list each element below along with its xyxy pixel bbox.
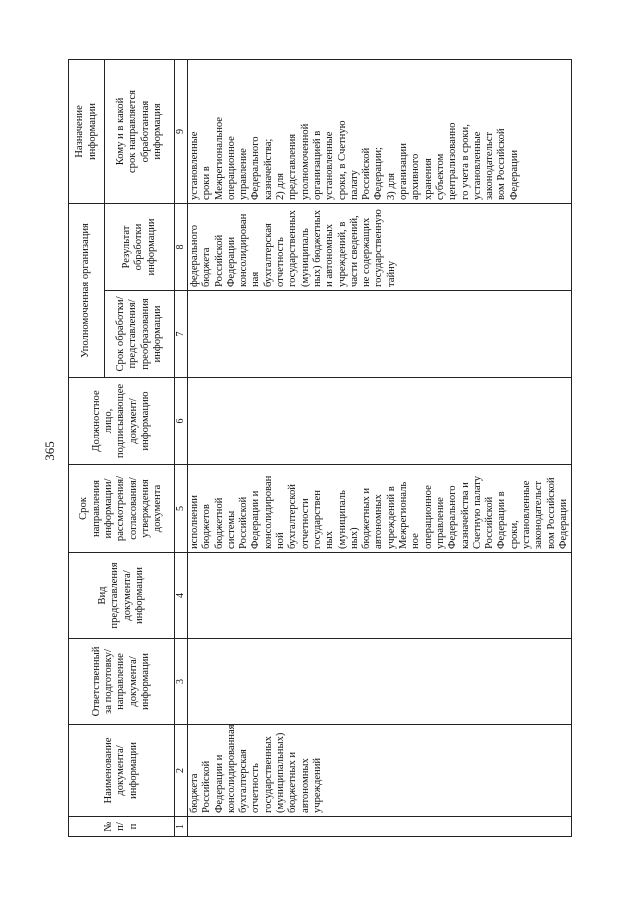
header-col-processing-deadline: Срок обработки/ представления/ преобразования информации	[105, 291, 175, 378]
column-number: 3	[175, 639, 188, 725]
header-col-signatory: Должностное лицо, подписывающее документ/ информацию	[69, 378, 175, 465]
header-col-responsible: Ответственный за подготовку/ направление документа/ информации	[69, 639, 175, 725]
header-col-document-name: Наименование документа/ информации	[69, 725, 175, 817]
header-col-processing-result: Результат обработки информации	[105, 204, 175, 291]
cell-recipient: установленные сроки в Межрегиональное операционное управление Федерального казначейства; 2) для представления уполномоченной организацией в установленные сроки, в Счетную палату Российской Федерации; 3) для организации архивного хранения субъектом централизованно го учета в сроки, установленные законодательст вом Российской Федерации	[188, 60, 572, 204]
header-group-authorized-organization: Уполномоченная организация	[69, 204, 105, 378]
column-number: 7	[175, 291, 188, 378]
header-col-presentation-type: Вид представления документа/ информации	[69, 553, 175, 639]
header-group-purpose: Назначение информации	[69, 60, 105, 204]
cell-presentation-type	[188, 553, 572, 639]
table-row	[188, 60, 572, 837]
cell-processing-result: федерального бюджета Российской Федерации консолидирован ная бухгалтерская отчетность государственных (муниципаль ных) бюджетных и автономных учреждений, в части сведений, не содержащих государственную тайну	[188, 204, 572, 291]
header-row-top	[69, 60, 105, 837]
cell-responsible	[188, 639, 572, 725]
cell-processing-deadline	[188, 291, 572, 378]
cell-signatory	[188, 378, 572, 465]
page-number: 365	[42, 441, 57, 461]
column-number: 5	[175, 465, 188, 553]
column-number-row	[175, 60, 188, 837]
header-col-recipient: Кому и в какой срок направляется обработанная информация	[105, 60, 175, 204]
cell-deadline: исполнении бюджетов бюджетной системы Российской Федерации и консолидирован ной бухгалтерской отчетности государствен ных (муниципаль ных) бюджетных и автономных учреждений в Межрегиональ ное операционное управление Федерального казначейства и Счетную палату Российской Федерации в сроки, установленные законодательст вом Российской Федерации	[188, 465, 572, 553]
document-table	[68, 59, 572, 837]
header-col-deadline: Срок направления информации/ рассмотрения/ согласования/ утверждения документа	[69, 465, 175, 553]
column-number: 8	[175, 204, 188, 291]
column-number: 4	[175, 553, 188, 639]
column-number: 9	[175, 60, 188, 204]
cell-document-name: бюджета Российской Федерации и консолидированная бухгалтерская отчетность государственных (муниципальных) бюджетных и автономных учреждений	[188, 725, 572, 817]
rotated-table-sheet	[68, 60, 569, 837]
rotated-table-wrapper	[68, 60, 569, 837]
column-number: 1	[175, 817, 188, 837]
column-number: 6	[175, 378, 188, 465]
column-number: 2	[175, 725, 188, 817]
header-col-number: № п/п	[69, 817, 175, 837]
cell-number	[188, 817, 572, 837]
